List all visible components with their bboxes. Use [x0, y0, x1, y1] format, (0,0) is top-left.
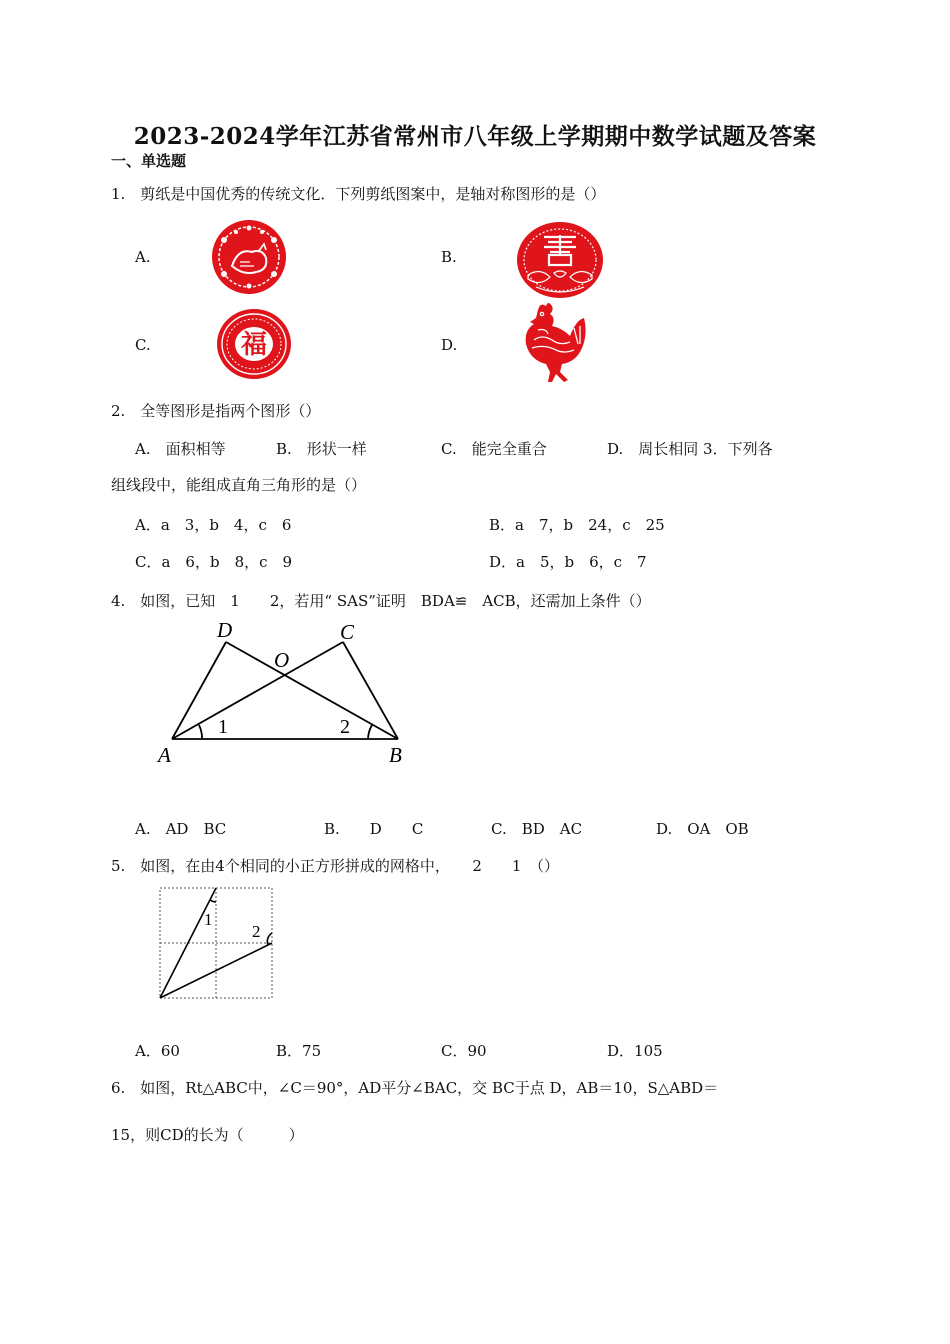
rooster-paper-cut-icon	[518, 300, 590, 386]
round-paper-cut-rooster-icon	[210, 218, 288, 296]
label-a: A	[158, 743, 171, 767]
q1-option-b-label[interactable]: B.	[441, 248, 457, 266]
q6-stem-line-1: 6. 如图，Rt△ABC中，∠C＝90°，AD平分∠BAC，交 BC于点 D，AB＝10，S△ABD＝	[111, 1079, 719, 1097]
q1-option-c-label[interactable]: C.	[135, 336, 151, 354]
fu-character: 福	[240, 330, 268, 360]
label-b: B	[389, 743, 402, 767]
q1-stem: 1. 剪纸是中国优秀的传统文化．下列剪纸图案中，是轴对称图形的是（）	[111, 185, 606, 203]
segment-db	[226, 642, 398, 739]
q2-stem: 2. 全等图形是指两个图形（）	[111, 402, 321, 420]
q3-option-c[interactable]: C．a 6，b 8，c 9	[135, 553, 293, 571]
q5-option-d[interactable]: D．105	[607, 1042, 663, 1060]
label-angle-2: 2	[252, 922, 261, 941]
q6-stem-line-2: 15，则CD的长为（ ）	[111, 1126, 304, 1144]
q3-option-d[interactable]: D．a 5，b 6，c 7	[489, 553, 647, 571]
q5-option-b[interactable]: B．75	[276, 1042, 322, 1060]
q5-option-c[interactable]: C．90	[441, 1042, 487, 1060]
q4-triangle-figure	[150, 615, 420, 775]
q4-option-c[interactable]: C. BD AC	[491, 820, 583, 838]
q2-option-a[interactable]: A. 面积相等	[135, 440, 226, 458]
label-angle-1: 1	[218, 716, 228, 738]
q1-option-d-label[interactable]: D.	[441, 336, 458, 354]
q4-option-b[interactable]: B. D C	[324, 820, 424, 838]
q3-option-a[interactable]: A．a 3，b 4，c 6	[135, 516, 292, 534]
angle-1-arc	[210, 900, 216, 902]
label-d: D	[217, 618, 233, 642]
q1-option-a-label[interactable]: A.	[135, 248, 151, 266]
angle-2-arc	[368, 725, 372, 739]
label-o: O	[274, 648, 290, 672]
label-c: C	[340, 620, 355, 644]
q3-stem: 组线段中，能组成直角三角形的是（）	[111, 476, 367, 494]
q3-option-b[interactable]: B．a 7，b 24，c 25	[489, 516, 665, 534]
label-angle-1: 1	[204, 910, 213, 929]
q4-option-a[interactable]: A. AD BC	[135, 820, 227, 838]
segment-ac	[172, 642, 343, 739]
q2-option-c[interactable]: C. 能完全重合	[441, 440, 547, 458]
q2-option-d[interactable]: D. 周长相同 3．下列各	[607, 440, 773, 458]
fu-character-paper-cut-icon	[216, 308, 292, 380]
q4-stem: 4. 如图，已知 1 2，若用“ SAS”证明 BDA≌ ACB，还需加上条件（）	[111, 592, 651, 610]
section-heading: 一、单选题	[111, 152, 187, 170]
angle-1-arc	[199, 725, 202, 739]
q4-option-d[interactable]: D. OA OB	[656, 820, 749, 838]
label-angle-2: 2	[340, 716, 350, 738]
q5-stem: 5. 如图，在由4个相同的小正方形拼成的网格中， 2 1 （）	[111, 857, 559, 875]
q5-option-a[interactable]: A．60	[135, 1042, 180, 1060]
q2-option-b[interactable]: B. 形状一样	[276, 440, 367, 458]
q5-grid-figure	[158, 886, 278, 1002]
document-title: 2023-2024学年江苏省常州市八年级上学期期中数学试题及答案	[133, 123, 817, 150]
double-happiness-paper-cut-icon	[516, 221, 604, 299]
